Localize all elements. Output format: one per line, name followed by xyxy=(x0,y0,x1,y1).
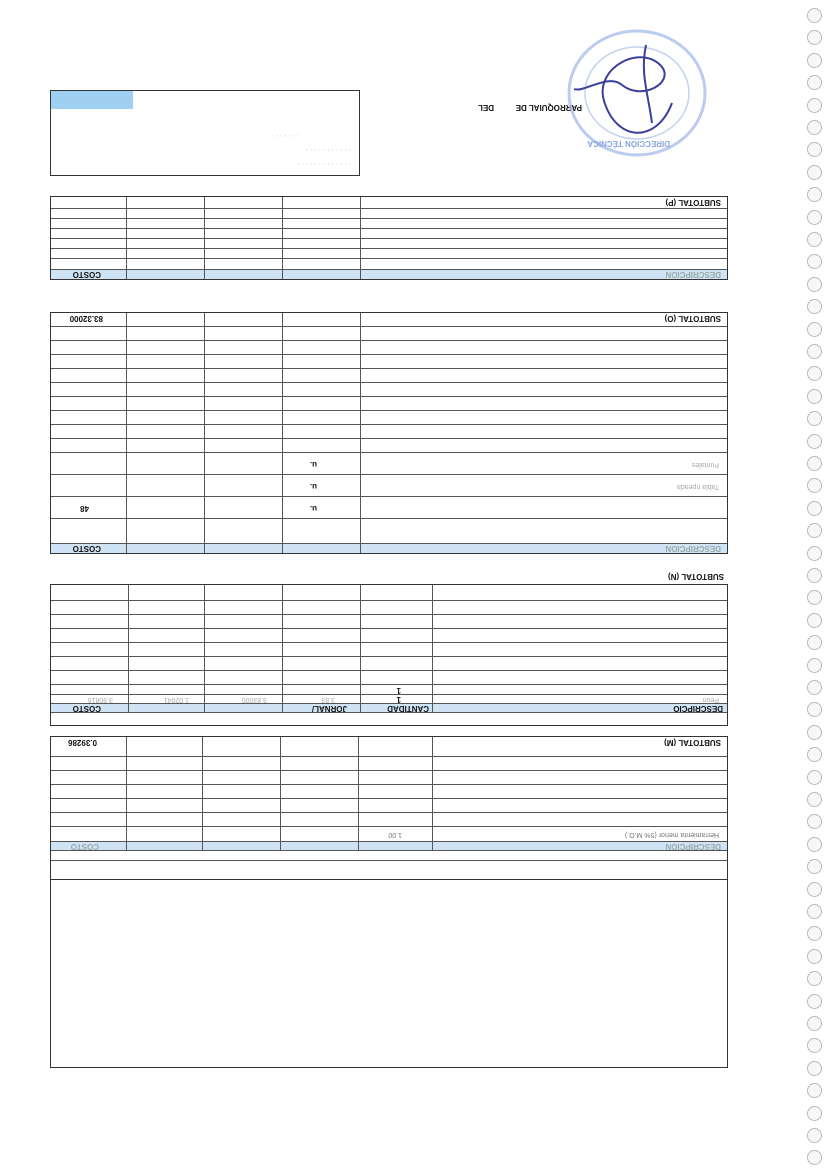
binding-ring xyxy=(807,837,822,852)
materiales-row2-unidad: u. xyxy=(309,482,317,491)
mano-obra-subtotal-label: SUBTOTAL (N) xyxy=(668,572,724,581)
binding-ring xyxy=(807,546,822,561)
binding-ring xyxy=(807,658,822,673)
mano-obra-row1-rendimiento: 1.02041 xyxy=(163,696,189,703)
binding-ring xyxy=(807,75,822,90)
stamp-text: DIRECCIÓN TÉCNICA xyxy=(587,139,670,148)
equipo-header-description: DESCRIPCION xyxy=(665,842,721,851)
binding-ring xyxy=(807,98,822,113)
binding-ring xyxy=(807,904,822,919)
binding-ring xyxy=(807,635,822,650)
materiales-header-costo: COSTO xyxy=(72,544,101,553)
binding-ring xyxy=(807,613,822,628)
materiales-row3-unidad: u. xyxy=(309,460,317,469)
binding-ring xyxy=(807,142,822,157)
materiales-table xyxy=(50,312,728,554)
mano-obra-header-description: DESCRIPCIO xyxy=(673,704,723,713)
transporte-header xyxy=(51,270,727,279)
binding-ring xyxy=(807,456,822,471)
binding-ring xyxy=(807,725,822,740)
materiales-row1-unidad: u. xyxy=(309,504,317,513)
binding-ring xyxy=(807,366,822,381)
transporte-table xyxy=(50,196,728,280)
mano-obra-row1-costo-hora: 3.83000 xyxy=(241,696,267,703)
binding-ring xyxy=(807,434,822,449)
mano-obra-row1-costo: 3.90816 xyxy=(87,696,113,703)
materiales-row1-costo: 48 xyxy=(80,504,89,513)
highlight-bar xyxy=(51,91,133,109)
signature-line2: PARROQUIAL DE xyxy=(515,103,582,112)
mano-obra-table xyxy=(50,584,728,726)
binding-ring xyxy=(807,994,822,1009)
binding-ring xyxy=(807,8,822,23)
binding-ring xyxy=(807,299,822,314)
mano-obra-row1-cantidad: 1 xyxy=(396,695,401,704)
mano-obra-row2-cantidad: 1 xyxy=(396,686,401,695)
materiales-row3-description: Puntales xyxy=(691,461,719,468)
binding-ring xyxy=(807,680,822,695)
equipo-table xyxy=(50,736,728,880)
binding-ring xyxy=(807,523,822,538)
binding-ring xyxy=(807,1150,822,1165)
binding-ring xyxy=(807,590,822,605)
materiales-header xyxy=(51,544,727,553)
mano-obra-row1-jornal: 3.83 xyxy=(321,696,335,703)
mano-obra-header-cantidad: CANTIDAD xyxy=(387,704,429,713)
official-stamp xyxy=(562,23,712,163)
binding-ring xyxy=(807,254,822,269)
binding-ring xyxy=(807,501,822,516)
binding-ring xyxy=(807,859,822,874)
binding-ring xyxy=(807,277,822,292)
binding-ring xyxy=(807,344,822,359)
equipo-row-cantidad: 1.00 xyxy=(388,831,402,838)
binding-ring xyxy=(807,322,822,337)
binding-ring xyxy=(807,210,822,225)
mano-obra-header-jornal: JORNAL/ xyxy=(311,704,347,713)
materiales-subtotal-label: SUBTOTAL (O) xyxy=(664,314,721,323)
binding-ring xyxy=(807,792,822,807)
binding-ring xyxy=(807,1083,822,1098)
binding-ring xyxy=(807,882,822,897)
binding-ring xyxy=(807,568,822,583)
binding-ring xyxy=(807,971,822,986)
binding-ring xyxy=(807,1128,822,1143)
binding-ring xyxy=(807,770,822,785)
binding-ring xyxy=(807,1038,822,1053)
binding-ring xyxy=(807,389,822,404)
binding-ring xyxy=(807,165,822,180)
binding-ring xyxy=(807,478,822,493)
mano-obra-row1-description: Peón xyxy=(702,696,719,703)
materiales-subtotal-value: 83.32000 xyxy=(69,314,103,323)
transporte-header-description: DESCRIPCION xyxy=(665,270,721,279)
binding-ring xyxy=(807,1061,822,1076)
materiales-header-description: DESCRIPCION xyxy=(665,544,721,553)
binding-ring xyxy=(807,949,822,964)
signature-line1: DEL xyxy=(478,103,494,112)
equipo-subtotal-value: 0.39286 xyxy=(68,738,97,747)
equipo-header-costo: COSTO xyxy=(70,842,99,851)
binding-ring xyxy=(807,1106,822,1121)
binding-ring xyxy=(807,1016,822,1031)
binding-ring xyxy=(807,411,822,426)
observations-box xyxy=(50,878,728,1068)
equipo-subtotal-label: SUBTOTAL (M) xyxy=(664,738,721,747)
project-info-box: · · · · · · · · · · · · · · · · · · · · · · · · · · · · · · · xyxy=(50,90,360,176)
binding-ring xyxy=(807,120,822,135)
mano-obra-header-costo: COSTO xyxy=(72,704,101,713)
materiales-row2-description: Tabla ripeada xyxy=(676,483,719,490)
binding-ring xyxy=(807,30,822,45)
equipo-row-description: Herramienta menor (5% M.O.) xyxy=(624,831,719,838)
binding-ring xyxy=(807,926,822,941)
binding-ring xyxy=(807,53,822,68)
binding-ring xyxy=(807,232,822,247)
binding-ring xyxy=(807,702,822,717)
binding-ring xyxy=(807,747,822,762)
binding-ring xyxy=(807,814,822,829)
binding-ring xyxy=(807,187,822,202)
transporte-subtotal-label: SUBTOTAL (P) xyxy=(665,198,721,207)
transporte-header-costo: COSTO xyxy=(72,270,101,279)
spiral-binding xyxy=(804,0,826,1168)
